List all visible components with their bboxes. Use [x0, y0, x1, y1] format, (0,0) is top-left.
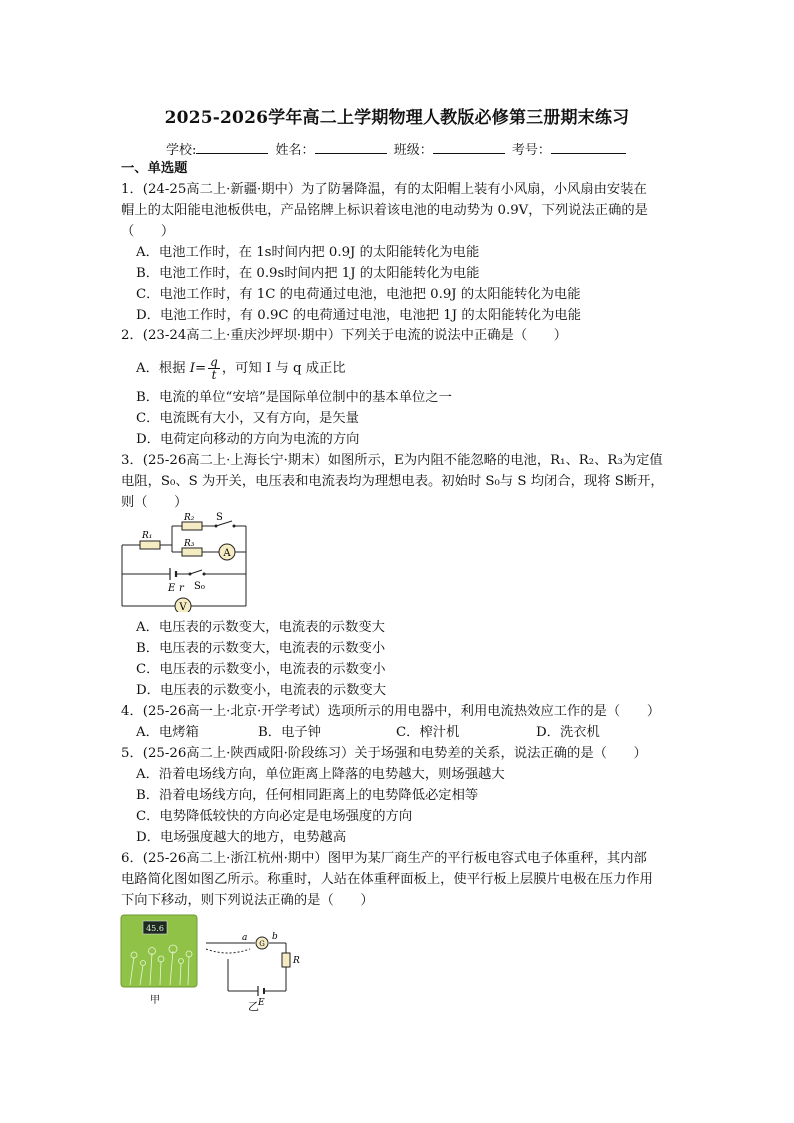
- q2-formula-fraction: [208, 356, 220, 381]
- q4-option-a[interactable]: A．电烤箱: [136, 725, 199, 740]
- fraction-numerator: q: [210, 355, 218, 369]
- r3-label: R₃: [184, 539, 195, 549]
- q3-option-b[interactable]: B．电压表的示数变大，电流表的示数变小: [136, 641, 386, 656]
- q5-option-d[interactable]: D．电场强度越大的地方，电势越高: [136, 830, 347, 845]
- class-field[interactable]: [433, 140, 505, 154]
- fraction-denominator: t: [211, 368, 217, 382]
- section-heading: 一、单选题: [121, 161, 188, 176]
- student-info-row: [166, 139, 629, 158]
- q2-option-a-suffix: ，可知 I 与 q 成正比: [221, 361, 346, 376]
- q2-option-a-prefix: A．根据: [136, 361, 186, 376]
- point-b-label: b: [272, 932, 278, 942]
- galvanometer-label: G: [259, 940, 265, 948]
- voltmeter-label: V: [179, 602, 187, 612]
- q6-figures: [118, 913, 318, 1008]
- number-label: 考号：: [511, 143, 551, 158]
- capacitor-circuit: [206, 943, 286, 991]
- resistor-r-label: R: [293, 956, 300, 966]
- q3-stem-line-1: 3．(25-26高二上·上海长宁·期末）如图所示，E为内阻不能忽略的电池，R₁、R₂、R₃为定值: [121, 453, 663, 468]
- r2-label: R₂: [184, 513, 195, 523]
- q6-stem-line-1: 6．(25-26高二上·浙江杭州·期中）图甲为某厂商生产的平行板电容式电子体重秤，其内部: [121, 851, 647, 866]
- q1-option-b[interactable]: B．电池工作时，在 0.9s时间内把 1J 的太阳能转化为电能: [136, 266, 480, 281]
- scale-photo: [121, 915, 197, 987]
- number-field[interactable]: [551, 140, 626, 154]
- ammeter-label: A: [223, 548, 231, 559]
- switch-s0-label: S₀: [194, 581, 205, 592]
- q1-stem-line-1: 1．(24-25高二上·新疆·期中）为了防暑降温，有的太阳帽上装有小风扇，小风扇由安装在: [121, 182, 647, 197]
- class-label: 班级：: [393, 143, 433, 158]
- q4-option-b[interactable]: B．电子钟: [258, 725, 321, 740]
- r3-resistor-icon: [182, 548, 202, 556]
- school-field[interactable]: [196, 140, 268, 154]
- q1-stem-line-3: （ ）: [121, 224, 175, 239]
- switch-s-label: S: [216, 512, 223, 523]
- q2-option-d[interactable]: D．电荷定向移动的方向为电流的方向: [136, 432, 360, 447]
- q4-option-d[interactable]: D．洗衣机: [536, 725, 600, 740]
- q3-option-a[interactable]: A．电压表的示数变大，电流表的示数变大: [136, 620, 385, 635]
- q2-option-a[interactable]: A．根据 I= $\frac{q}{t}$ ，可知 I 与 q 成正比: [136, 355, 346, 382]
- q2-stem: 2．(23-24高二上·重庆沙坪坝·期中）下列关于电流的说法中正确是（ ）: [121, 328, 568, 343]
- q2-option-b[interactable]: B．电流的单位“安培”是国际单位制中的基本单位之一: [136, 390, 452, 405]
- q3-stem-line-2: 电阻，S₀、S 为开关，电压表和电流表均为理想电表。初始时 S₀与 S 均闭合，现将 S断开，: [121, 474, 664, 489]
- q3-option-c[interactable]: C．电压表的示数变小，电流表的示数变小: [136, 662, 386, 677]
- q1-stem-line-2: 帽上的太阳能电池板供电，产品铭牌上标识着该电池的电动势为 0.9V，下列说法正确的是: [121, 203, 648, 218]
- figure-yi-label: 乙: [248, 1000, 259, 1013]
- battery-e-label: E: [258, 998, 265, 1008]
- r2-resistor-icon: [182, 522, 202, 530]
- resistor-r-icon: [282, 953, 290, 967]
- q1-option-c[interactable]: C．电池工作时，有 1C 的电荷通过电池，电池把 0.9J 的太阳能转化为电能: [136, 287, 581, 302]
- q2-formula-lhs: I: [189, 361, 195, 376]
- q6-stem-line-2: 电路简化图如图乙所示。称重时，人站在体重秤面板上，使平行板上层膜片电极在压力作用: [121, 872, 653, 887]
- scale-display-reading: 45.6: [146, 924, 164, 933]
- q4-stem: 4．(25-26高一上·北京·开学考试）选项所示的用电器中，利用电流热效应工作的是（ ）: [121, 704, 661, 719]
- r1-label: R₁: [142, 531, 153, 541]
- name-field[interactable]: [315, 140, 387, 154]
- q5-option-c[interactable]: C．电势降低较快的方向必定是电场强度的方向: [136, 809, 413, 824]
- point-a-label: a: [242, 933, 248, 943]
- page-title: 2025-2026学年高二上学期物理人教版必修第三册期末练习: [164, 108, 630, 128]
- battery-e-label: E: [168, 583, 176, 594]
- q1-option-a[interactable]: A．电池工作时，在 1s时间内把 0.9J 的太阳能转化为电能: [136, 245, 480, 260]
- q3-option-d[interactable]: D．电压表的示数变小，电流表的示数变大: [136, 683, 387, 698]
- q5-option-b[interactable]: B．沿着电场线方向，任何相同距离上的电势降低必定相等: [136, 788, 479, 803]
- figure-jia-label: 甲: [150, 995, 160, 1006]
- q3-circuit-diagram: [118, 512, 258, 612]
- q5-option-a[interactable]: A．沿着电场线方向，单位距离上降落的电势越大，则场强越大: [136, 767, 505, 782]
- q6-stem-line-3: 下向下移动，则下列说法正确的是（ ）: [121, 893, 374, 908]
- q3-stem-line-3: 则（ ）: [121, 495, 188, 510]
- name-label: 姓名：: [275, 143, 315, 158]
- school-label: 学校:: [166, 143, 197, 158]
- q4-option-c[interactable]: C．榨汁机: [396, 725, 460, 740]
- q2-option-c[interactable]: C．电流既有大小，又有方向，是矢量: [136, 411, 359, 426]
- q1-option-d[interactable]: D．电池工作时，有 0.9C 的电荷通过电池，电池把 1J 的太阳能转化为电能: [136, 308, 581, 323]
- battery-r-label: r: [179, 583, 184, 594]
- q5-stem: 5．(25-26高二上·陕西咸阳·阶段练习）关于场强和电势差的关系，说法正确的是（ ）: [121, 746, 647, 761]
- r1-resistor-icon: [140, 541, 160, 549]
